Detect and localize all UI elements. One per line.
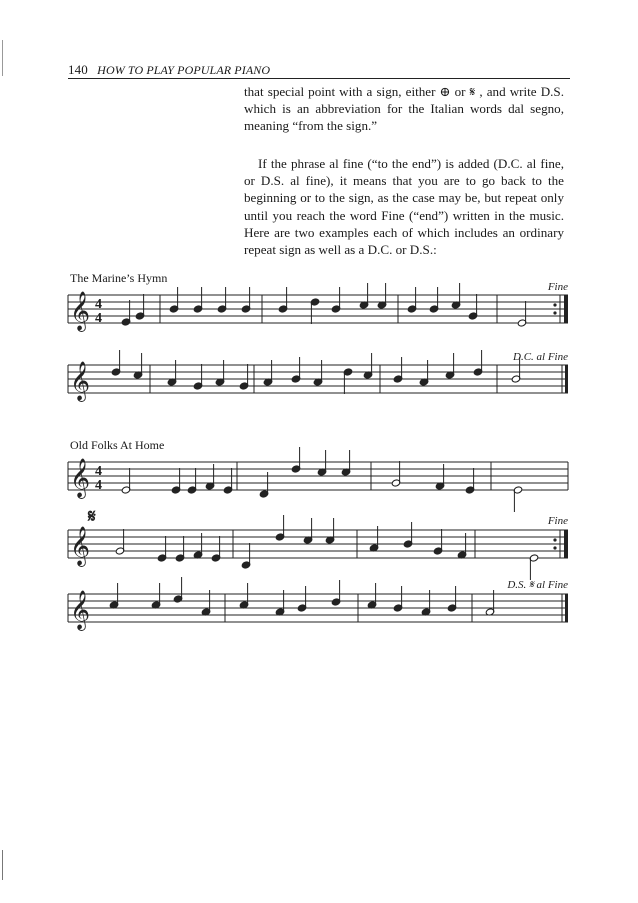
- treble-clef-icon: 𝄞: [70, 361, 91, 401]
- page-number: 140: [68, 62, 88, 77]
- time-signature: 4: [95, 297, 102, 312]
- notes: [109, 283, 539, 616]
- staff-lines: [68, 462, 568, 490]
- staff-lines: [68, 530, 568, 558]
- time-signature: 4: [95, 464, 102, 479]
- ds-al-fine-marking: D.S. 𝄋 al Fine: [507, 579, 568, 591]
- treble-clef-icon: 𝄞: [70, 590, 91, 630]
- piece-title: Old Folks At Home: [70, 438, 165, 452]
- barlines: [68, 295, 568, 622]
- segno-icon: 𝄋: [88, 506, 96, 527]
- fine-marking: Fine: [547, 281, 568, 293]
- paragraph-1: that special point with a sign, either ⊕ or 𝄋 , and write D.S. which is an abbreviation for the Italian words dal segno, meaning “from the sign.”: [244, 84, 564, 134]
- treble-clef-icon: 𝄞: [70, 291, 91, 331]
- time-signature: 4: [95, 311, 102, 326]
- treble-clef-icon: 𝄞: [70, 458, 91, 498]
- fine-marking: Fine: [547, 515, 568, 527]
- piece-title: The Marine’s Hymn: [70, 271, 168, 285]
- running-title: HOW TO PLAY POPULAR PIANO: [97, 63, 271, 77]
- staff-lines: [68, 594, 568, 622]
- treble-clef-icon: 𝄞: [70, 526, 91, 566]
- paragraph-2: If the phrase al fine (“to the end”) is added (D.C. al fine, or D.S. al fine), it means that you are to go back to the beginning or to the sign, as the case may be, but repeat only until you reach the word Fine (“end”) written in the music. Here are two examples each of which includes an ordinary repeat sign as well as a D.C. or D.S.:: [244, 156, 564, 258]
- dc-al-fine-marking: D.C. al Fine: [513, 351, 568, 363]
- time-signature: 4: [95, 478, 102, 493]
